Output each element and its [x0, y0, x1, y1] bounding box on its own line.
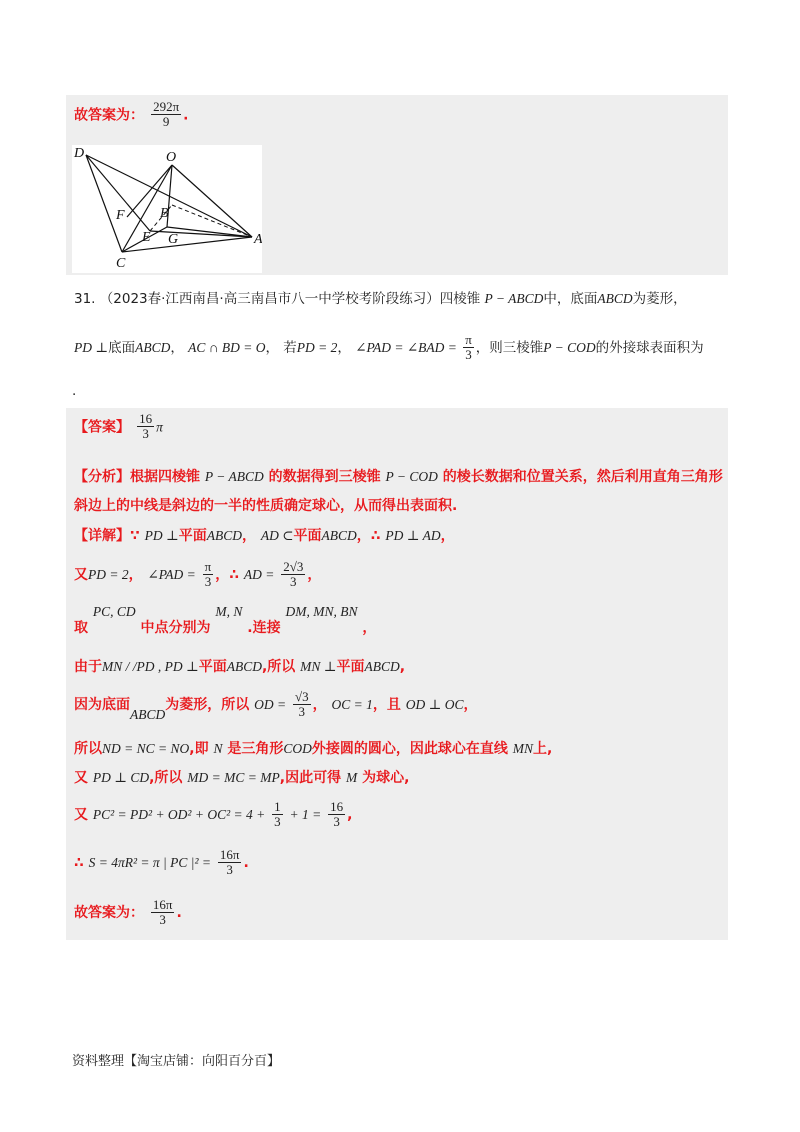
final-answer-line: 故答案为： $\frac{16\pi}{3}$ . — [74, 897, 182, 928]
question-line-1: 31. （2023春·江西南昌·高三南昌市八一中学校考阶段练习）四棱锥 P − ABCD中，底面ABCD为菱形， — [74, 291, 687, 307]
analysis-line-2: 斜边上的中线是斜边的一半的性质确定球心，从而得出表面积. — [74, 498, 458, 514]
detail-line-5: 因为底面ABCD为菱形，所以 OD = $\frac{√3}{3}$ ， OC = 1，且 OD ⊥ OC， — [74, 689, 478, 722]
answer-prefix: 故答案为： — [74, 107, 144, 124]
footer-text: 资料整理【淘宝店铺：向阳百分百】 — [72, 1054, 281, 1069]
top-answer-line: 故答案为： $\frac{292\pi}{9}$ . — [74, 99, 189, 130]
question-line-3: . — [72, 383, 77, 399]
detail-line-8: 又 PC² = PD² + OD² + OC² = 4 + $\frac{1}{3}$ + 1 = $\frac{16}{3}$ , — [74, 799, 353, 830]
detail-line-4: 由于MN / /PD , PD ⊥平面ABCD,所以 MN ⊥平面ABCD, — [74, 659, 406, 675]
question-line-2: PD ⊥底面ABCD， AC ∩ BD = O， 若PD = 2， ∠PAD = ∠BAD = $\frac{\pi}{3}$ ，则三棱锥P − COD的外接球表面积为 — [74, 332, 704, 363]
geometry-figure — [72, 145, 262, 273]
pyramid-diagram — [72, 145, 262, 273]
label-b: B — [160, 206, 169, 221]
label-a: A — [254, 232, 262, 247]
label-e: E — [142, 230, 151, 245]
detail-line-1: 【详解】∵ PD ⊥平面ABCD， AD ⊂平面ABCD，∴ PD ⊥ AD， — [74, 528, 455, 544]
label-g: G — [168, 232, 179, 247]
answer-fraction: $\frac{292\pi}{9}$ — [153, 99, 180, 130]
detail-line-9: ∴ S = 4πR² = π | PC |² = $\frac{16\pi}{3}$ . — [74, 847, 249, 878]
detail-line-6: 所以ND = NC = NO,即 N 是三角形COD外接圆的圆心，因此球心在直线 MN上, — [74, 741, 553, 757]
label-c: C — [116, 256, 126, 271]
detail-line-2: 又PD = 2， ∠PAD = $\frac{\pi}{3}$ ，∴ AD = $\frac{2√3}{3}$ ， — [74, 559, 322, 590]
analysis-line-1: 【分析】根据四棱锥 P − ABCD 的数据得到三棱锥 P − COD 的棱长数据和位置关系，然后利用直角三角形 — [74, 469, 723, 485]
label-o: O — [166, 150, 177, 165]
detail-line-7: 又 PD ⊥ CD,所以 MD = MC = MP,因此可得 M 为球心, — [74, 770, 410, 786]
label-d: D — [74, 146, 85, 161]
label-f: F — [116, 208, 125, 223]
answer-line: 【答案】 $\frac{16}{3}$ π — [74, 411, 163, 442]
detail-line-3: 取 PC, CD 中点分别为 M, N .连接 DM, MN, BN ， — [74, 604, 377, 636]
